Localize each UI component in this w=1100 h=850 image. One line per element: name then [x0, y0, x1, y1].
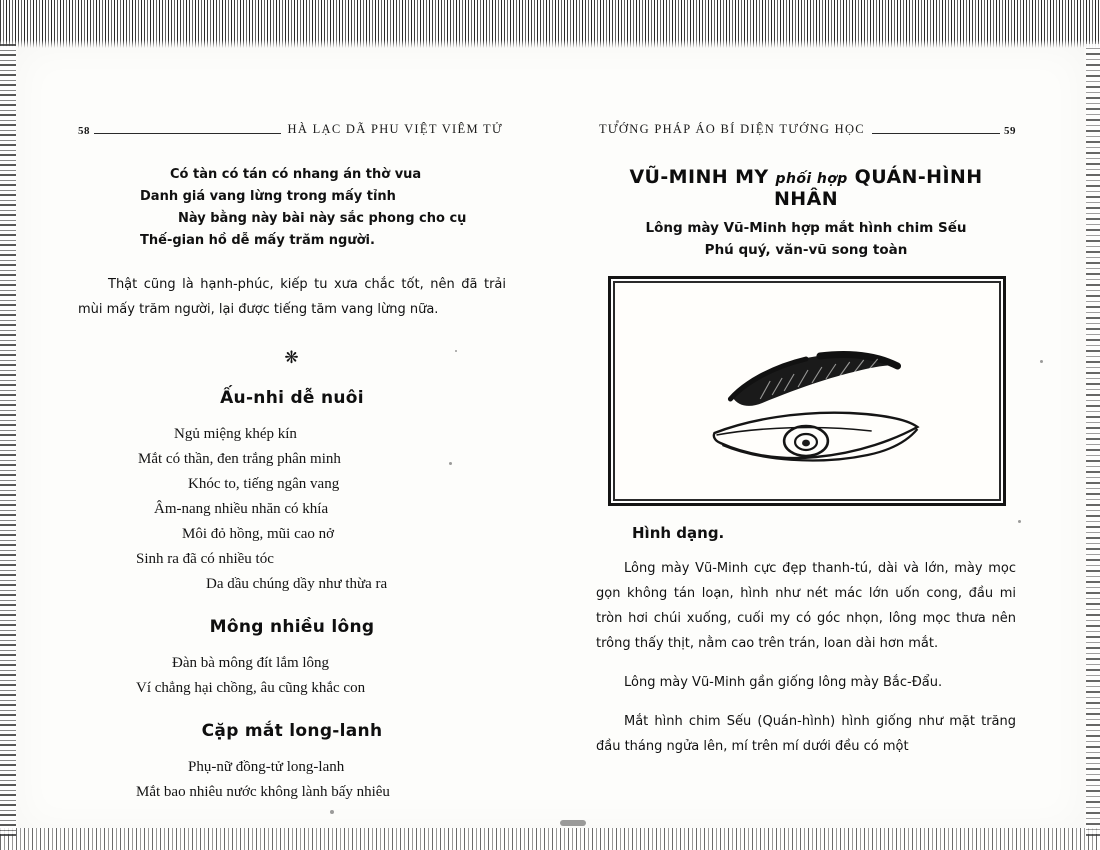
verse-line: Mắt có thần, đen trắng phân minh: [138, 451, 341, 467]
scanner-noise-left-edge: [0, 44, 16, 836]
paragraph-text: Lông mày Vũ-Minh cực đẹp thanh-tú, dài và lớn, mày mọc gọn không tán loạn, hình như nét mác lớn uốn cong, đầu mi tròn hơi chúi xuống, cuối my có góc nhọn, lông mọc thưa nên trông thấy thịt, nằm cao trên trán, loan dài hơn mắt.: [596, 561, 1016, 651]
verse-line: Ngủ miệng khép kín: [174, 426, 297, 442]
section-heading-mong-nhieu-long: Mông nhiều lông: [209, 617, 375, 637]
verse-line: Sinh ra đã có nhiều tóc: [136, 551, 274, 567]
scanner-noise-right-edge: [1086, 44, 1100, 836]
speck: [330, 810, 334, 814]
section-heading-cap-mat-long-lanh: Cặp mắt long-lanh: [201, 721, 383, 741]
left-running-head: [78, 118, 506, 138]
figure-caption-hinh-dang: Hình dạng.: [632, 524, 725, 542]
left-page-column: [78, 118, 506, 805]
left-folio-number: 58: [78, 125, 90, 137]
title-connector: phối hợp: [775, 171, 848, 187]
eyebrow-eye-figure: [608, 276, 1006, 506]
verse-line: Da dầu chúng dầy như thừa ra: [206, 576, 388, 592]
right-page-title: [596, 166, 1016, 210]
ornament-icon: ❋: [284, 348, 300, 367]
title-part-two: QUÁN-HÌNH NHÂN: [773, 166, 983, 210]
scanner-noise-bottom: [0, 828, 1100, 850]
right-running-head: [596, 118, 1016, 138]
right-page-column: [596, 118, 1016, 772]
right-paragraph: [596, 670, 1016, 695]
running-head-rule: [94, 133, 281, 134]
poem-line: Danh giá vang lừng trong mấy tỉnh: [140, 189, 396, 204]
paragraph-text: Thật cũng là hạnh-phúc, kiếp tu xưa chắc tốt, nên đã trải mùi mấy trăm người, lại được tiếng tăm vang lừng nữa.: [78, 277, 506, 317]
running-head-rule: [872, 133, 1000, 134]
left-running-head-title: HÀ LẠC DÃ PHU VIỆT VIÊM TỬ: [287, 122, 503, 136]
verse-line: Phụ-nữ đồng-tử long-lanh: [188, 759, 345, 775]
speck: [1018, 520, 1021, 523]
section-heading-au-nhi-de-nuoi: Ấu-nhi dễ nuôi: [220, 388, 364, 408]
verse-block-cap-mat-long-lanh: [78, 755, 506, 805]
title-part-one: VŨ-MINH MY: [629, 166, 769, 188]
eyebrow-eye-illustration: [611, 279, 1003, 503]
verse-line: Môi đỏ hồng, mũi cao nở: [182, 526, 335, 542]
paragraph-text: Lông mày Vũ-Minh gần giống lông mày Bắc-Đẩu.: [624, 675, 943, 690]
poem-line: Thế-gian hồ dễ mấy trăm người.: [140, 233, 375, 248]
right-page-subtitle-2: Phú quý, văn-vũ song toàn: [704, 242, 908, 258]
poem-line: Này bằng này bài này sắc phong cho cụ: [178, 211, 467, 226]
verse-line: Mắt bao nhiêu nước không lành bấy nhiêu: [136, 784, 390, 800]
verse-block-au-nhi: [78, 422, 506, 597]
scanner-noise-top: [0, 0, 1100, 48]
verse-line: Đàn bà mông đít lắm lông: [172, 655, 330, 671]
verse-line: Ví chẳng hại chồng, âu cũng khắc con: [136, 680, 366, 696]
verse-line: Âm-nang nhiều nhăn có khía: [154, 501, 329, 517]
opening-poem: [78, 164, 506, 252]
right-folio-number: 59: [1004, 125, 1016, 137]
right-paragraph: [596, 709, 1016, 759]
right-paragraph: [596, 556, 1016, 656]
poem-line: Có tàn có tán có nhang án thờ vua: [170, 167, 422, 182]
verse-block-mong-nhieu-long: [78, 651, 506, 701]
paragraph-text: Mắt hình chim Sếu (Quán-hình) hình giống như mặt trăng đầu tháng ngửa lên, mí trên mí dưới đều có một: [596, 714, 1016, 754]
speck: [1040, 360, 1043, 363]
body-paragraph: [78, 272, 506, 322]
right-running-head-title: TƯỚNG PHÁP ÁO BÍ DIỆN TƯỚNG HỌC: [599, 122, 865, 136]
right-page-subtitle-1: Lông mày Vũ-Minh hợp mắt hình chim Sếu: [645, 220, 967, 236]
speck: [560, 820, 586, 826]
verse-line: Khóc to, tiếng ngân vang: [188, 476, 340, 492]
